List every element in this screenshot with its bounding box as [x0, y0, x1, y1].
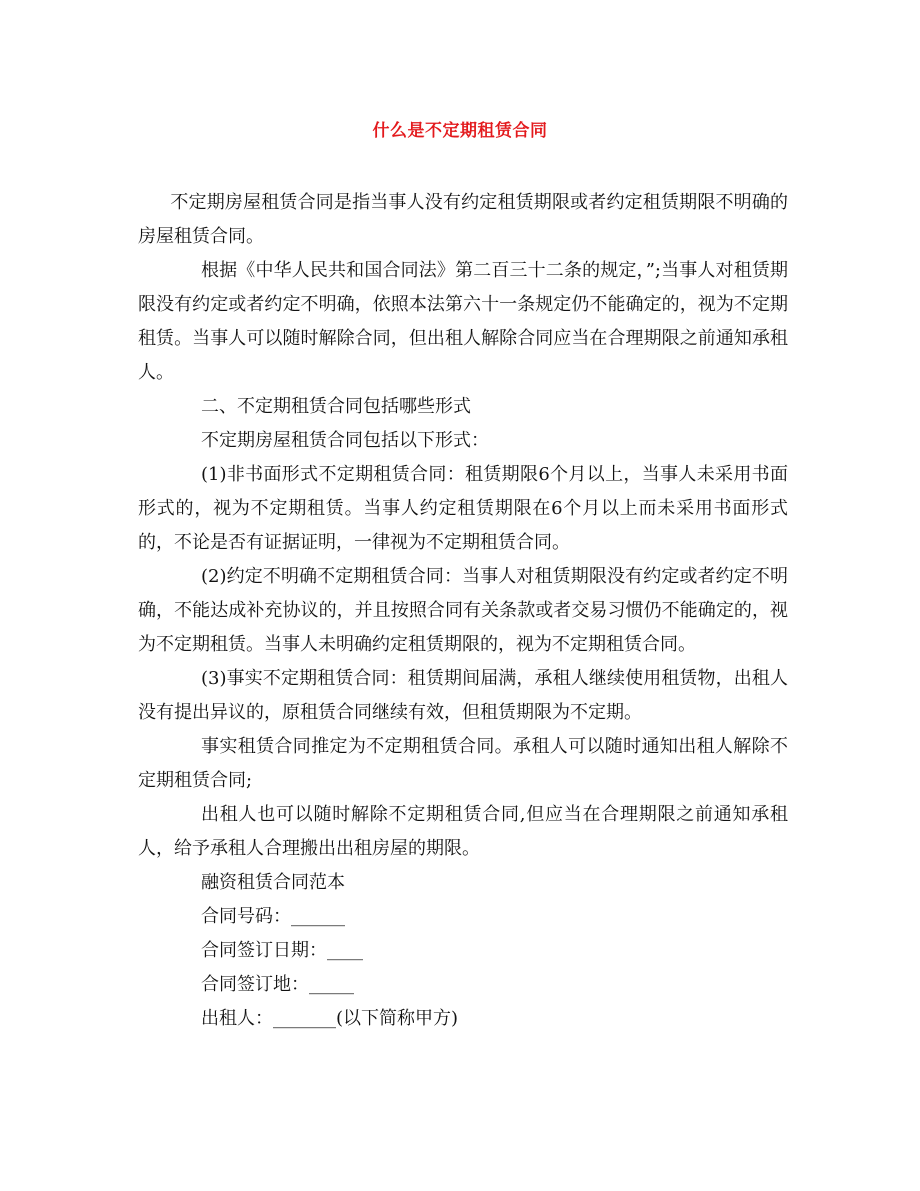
- paragraph-forms-intro: 不定期房屋租赁合同包括以下形式：: [201, 430, 489, 451]
- field-contract-number: 合同号码：______: [201, 906, 345, 927]
- paragraph-legal-basis: 根据《中华人民共和国合同法》第二百三十二条的规定，”;当事人对租赁期限没有约定或者约定不明确，依照本法第六十一条规定仍不能确定的，视为不定期租赁。当事人可以随时解除合同，但出租人解除合同应当在合理期限之前通知承租人。: [138, 260, 788, 383]
- paragraph-lessor-termination: 出租人也可以随时解除不定期租赁合同,但应当在合理期限之前通知承租人，给予承租人合理搬出出租房屋的期限。: [138, 804, 788, 859]
- section-heading: 二、不定期租赁合同包括哪些形式: [201, 396, 471, 417]
- document-body: [138, 186, 788, 1036]
- field-lessor: 出租人：_______(以下简称甲方): [201, 1008, 459, 1029]
- field-signing-place: 合同签订地：_____: [201, 974, 354, 995]
- document-title: 什么是不定期租赁合同: [372, 121, 548, 141]
- paragraph-form-1: (1)非书面形式不定期租赁合同：租赁期限6个月以上，当事人未采用书面形式的，视为不定期租赁。当事人约定租赁期限在6个月以上而未采用书面形式的，不论是否有证据证明，一律视为不定期租赁合同。: [138, 464, 788, 553]
- paragraph-presumption: 事实租赁合同推定为不定期租赁合同。承租人可以随时通知出租人解除不定期租赁合同;: [138, 736, 788, 791]
- paragraph-definition: 不定期房屋租赁合同是指当事人没有约定租赁期限或者约定租赁期限不明确的房屋租赁合同。: [138, 192, 788, 247]
- paragraph-form-3: (3)事实不定期租赁合同：租赁期间届满，承租人继续使用租赁物，出租人没有提出异议的，原租赁合同继续有效，但租赁期限为不定期。: [138, 668, 788, 723]
- sample-heading: 融资租赁合同范本: [201, 872, 345, 893]
- paragraph-form-2: (2)约定不明确不定期租赁合同：当事人对租赁期限没有约定或者约定不明确，不能达成补充协议的，并且按照合同有关条款或者交易习惯仍不能确定的，视为不定期租赁。当事人未明确约定租赁期限的，视为不定期租赁合同。: [138, 566, 788, 655]
- field-signing-date: 合同签订日期：____: [201, 940, 363, 961]
